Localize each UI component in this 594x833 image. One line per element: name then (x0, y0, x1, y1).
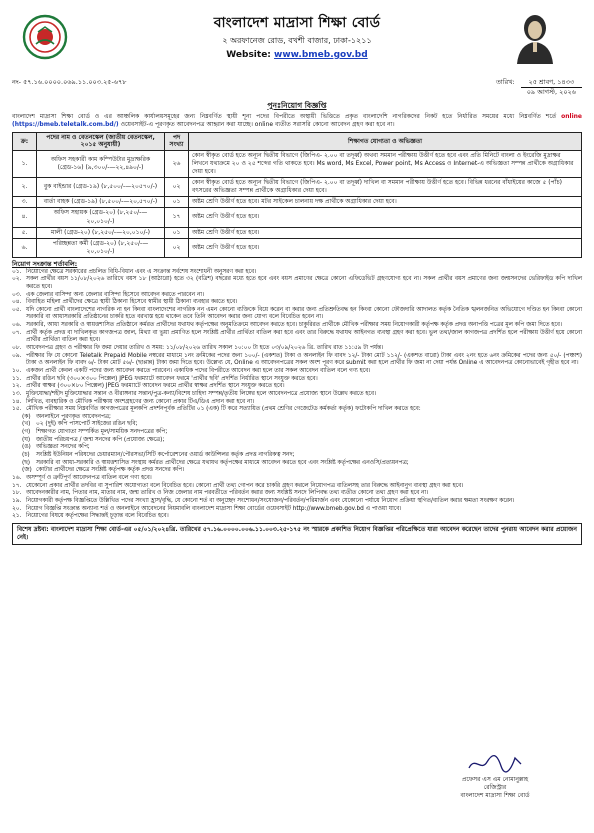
condition-number: (ঘ) (22, 436, 31, 443)
condition-text: ০২ (দুই) কপি পাসপোর্ট সাইজের রঙিন ছবি; (36, 421, 138, 428)
condition-text: কোটার প্রার্থীদের ক্ষেত্রে সংশ্লিষ্ট কর্তৃপক্ষ কর্তৃক প্রদত্ত সনদের কপি। (36, 467, 185, 474)
table-row (13, 197, 582, 208)
condition-text: এক জেলার বাসিন্দা অন্য জেলার বাসিন্দা হিসেবে আবেদন করতে পারবেন না। (26, 291, 205, 298)
signatory-name: প্রফেসর এস এম নোমানুল্লাহ (461, 776, 529, 783)
condition-item (12, 353, 582, 368)
cell-count: ০১ (165, 197, 189, 208)
cell-count: ২৬ (165, 150, 189, 177)
conditions-title: নিয়োগ সংক্রান্ত শর্তাবলি: (12, 259, 78, 268)
website-label: Website: (226, 49, 271, 60)
condition-subitem (12, 421, 582, 429)
condition-text: নিয়োগের বিষয়ে কর্তৃপক্ষের সিদ্ধান্তই চূড়ান্ত বলে বিবেচিত হবে। (26, 513, 169, 520)
condition-text: নিয়োগকারী কর্তৃপক্ষ বিজ্ঞপ্তিতে উল্লিখিত পদের সংখ্যা হ্রাস/বৃদ্ধি, যে কোনো শর্ত বা অনুচ্ছেদ সংশোধন/সংযোজন/পরিবর্তন/পরিমার্জন এবং যেকোনো পর্যায়ে নিয়োগ প্রক্রিয়া স্থগিত/বাতিল করার ক্ষমতা সংরক্ষণ করেন। (26, 497, 515, 504)
condition-item (12, 391, 582, 399)
cell-post: বার্তা বাহক (গ্রেড-১৯) (৮,৫০০/-—২০,৫৭০/-) (37, 197, 165, 208)
condition-subitem (12, 467, 582, 475)
condition-number: (ছ) (22, 459, 31, 466)
intro-online-keyword: online (561, 112, 582, 120)
cell-qualification: কোন স্বীকৃত বোর্ড হতে অন্যূন দ্বিতীয় বিভাগে (জিপিএ- ২.০০ বা তদূর্ধ্ব) দাখিল বা সমমান পরীক্ষায় উত্তীর্ণ হতে হবে। বিভিন্ন ধরনের বাঁধাইয়ের কাজে ৫ (পাঁচ) বৎসরের অভিজ্ঞতা সম্পন্ন প্রার্থীকে অগ্রাধিকার দেয়া হবে। (189, 178, 582, 197)
condition-text: নিয়োগ বিজ্ঞপ্তি সংক্রান্ত অন্যান্য শর্ত ও অনলাইনে আবেদনের নিয়মাবলি বাংলাদেশ মাদ্রাসা শিক্ষা বোর্ডের ওয়েবসাইট http://www.bmeb.gov.bd এ পাওয়া যাবে। (26, 505, 402, 512)
column-header-count: পদ সংখ্যা (165, 132, 189, 150)
table-row (13, 208, 582, 227)
memo-number: নং- ৫৭.১৬.০০০০.০৬৯.১১.০০৩.২৫-৬৭৮ (12, 78, 127, 86)
condition-item (12, 276, 582, 291)
condition-item (12, 498, 582, 506)
condition-number: ০৪. (12, 299, 22, 306)
condition-number: ১৩. (12, 390, 22, 397)
signatory-title: রেজিস্ট্রার (483, 784, 507, 792)
condition-item (12, 330, 582, 345)
condition-subitem (12, 444, 582, 452)
cell-serial: ৫. (13, 227, 37, 238)
cell-serial: ১. (13, 150, 37, 177)
letterhead (12, 6, 582, 76)
memo-date (496, 78, 582, 97)
condition-number: ১৮. (12, 490, 22, 497)
condition-number: ০৬. (12, 322, 22, 329)
condition-number: (গ) (22, 429, 31, 436)
condition-text: যদি কোনো প্রার্থী বাংলাদেশের নাগরিক না হন কিংবা বাংলাদেশের নাগরিক নন এমন কোনো ব্যক্তিকে বিয়ে করেন বা করার জন্য প্রতিশ্রুতিবদ্ধ হন কিংবা কোনো ফৌজদারি আদালত কর্তৃক নৈতিক স্খলনজনিত অভিযোগে দণ্ডিত হন কিংবা কোনো সরকারি বা আধাসরকারি প্রতিষ্ঠানের চাকরি হতে বরখাস্ত হয়ে থাকেন তবে তিনি আবেদন করার জন্য যোগ্য বলে বিবেচিত হবেন না। (26, 306, 582, 321)
condition-subitem (12, 452, 582, 460)
condition-text: প্রার্থী কর্তৃক প্রদত্ত বা দাখিলকৃত কাগজপত্র জাল, মিথ্যা বা ভুয়া প্রমাণিত হলে সংশ্লিষ্ট প্রার্থীর প্রার্থিতা বাতিল করা হবে এবং তার বিরুদ্ধে যথাযথ আইনগত ব্যবস্থা গ্রহণ করা হবে। ভুল তথ্য/জাল কাগজপত্র প্রদর্শিত হলে পরীক্ষায় উত্তীর্ণ হয়ে কোনো প্রার্থীর প্রার্থিতা বাতিল করা হবে। (26, 329, 582, 344)
organization-website (12, 49, 582, 61)
date-bangla: ২৫ শ্রাবণ, ১৪৩৩ (521, 78, 582, 88)
condition-text: সকল প্রার্থীর বয়স ১১/০৮/২০২৬ তারিখে বয়স ১৮ (আঠারো) হতে ৩২ (বত্রিশ) বছরের মধ্যে হতে হবে এবং বয়স প্রমাণের ক্ষেত্রে কোনো এফিডেভিট গ্রহণযোগ্য হবে না। সকল প্রার্থীর বয়স প্রমাণের জন্য জন্মসনদের ভেরিফাইড কপি দাখিল করতে হবে। (26, 276, 582, 290)
condition-number: ০৯. (12, 352, 22, 359)
cell-post: মালী (গ্রেড-২০) (৮,২৫০/-—২০,০১০/-) (37, 227, 165, 238)
cell-count: ০১ (165, 227, 189, 238)
condition-number: ১৫. (12, 406, 22, 413)
organization-address: ২ অরফানেজ রোড, বখশী বাজার, ঢাকা-১২১১ (222, 35, 372, 45)
table-row (13, 227, 582, 238)
cell-qualification: অষ্টম শ্রেণি উত্তীর্ণ হতে হবে। (189, 208, 582, 227)
condition-number: ০২. (12, 276, 22, 283)
condition-text: অসম্পূর্ণ ও ত্রুটিপূর্ণ আবেদনপত্র বাতিল বলে গণ্য হবে। (26, 474, 152, 481)
condition-text: মৌখিক পরীক্ষার সময় নিম্নবর্ণিত কাগজপত্রের মূলকপি প্রদর্শনপূর্বক প্রতিটির ০১ (এক) টি করে সত্যায়িত (প্রথম শ্রেণির গেজেটেড কর্মকর্তা কর্তৃক) ফটোকপি দাখিল করতে হবে: (26, 406, 421, 413)
notice-title: পুনঃনিয়োগ বিজ্ঞপ্তি (267, 100, 327, 110)
organization-name: বাংলাদেশ মাদ্রাসা শিক্ষা বোর্ড (213, 15, 381, 31)
condition-subitem (12, 429, 582, 437)
portrait-emblem-icon (514, 8, 556, 64)
table-header-row (13, 132, 582, 150)
condition-number: ০১. (12, 268, 22, 275)
cell-qualification: কোন স্বীকৃত বোর্ড হতে অন্যূন দ্বিতীয় বিভাগে (জিপিএ- ২.০০ বা তদূর্ধ্ব) অথবা সমমান পরীক্ষায় উত্তীর্ণ হতে হবে এবং প্রতি মিনিটে বাংলা ও ইংরেজি মুদ্রাক্ষর লিখনে যথাক্রমে ২০ ও ২৫ শব্দের গতি থাকতে হবে। Ms word, Ms Excel, Power point, Ms Access ও Internet-এ অভিজ্ঞতা সম্পন্ন প্রার্থীকে অগ্রাধিকার দেয়া হবে। (189, 150, 582, 177)
condition-number: ১০. (12, 367, 22, 374)
cell-post: অফিস সহকারী কাম কম্পিউটার মুদ্রাক্ষরিক (গ্রেড-১৬) (৯,৩০০/-—২২,৪৯০/-) (37, 150, 165, 177)
condition-item (12, 368, 582, 376)
date-label: তারিখ: (496, 78, 515, 86)
intro-text-continued: ওয়েবসাইট-এ পূরণকৃত আবেদনপত্র আহ্বান করা যাচ্ছে। online ব্যতীত সরাসরি কোনো আবেদন গ্রহণ করা হবে না। (120, 120, 395, 128)
condition-text: লিখিত, ব্যবহারিক ও মৌখিক পরীক্ষায় অংশগ্রহণের জন্য কোনো প্রকার টিএ/ডিএ প্রদান করা হবে না। (26, 398, 255, 405)
condition-number: (ক) (22, 413, 31, 420)
condition-text: বিবাহিত মহিলা প্রার্থীদের ক্ষেত্রে স্থায়ী ঠিকানা হিসেবে স্বামীর স্থায়ী ঠিকানা ব্যবহার করতে হবে। (26, 299, 238, 306)
condition-number: ১২. (12, 383, 22, 390)
notice-intro (12, 113, 582, 129)
date-english: ০৯ আগস্ট, ২০২৬ (526, 87, 576, 96)
condition-number: ১১. (12, 375, 22, 382)
condition-text: প্রার্থীর স্বাক্ষর (৩০০×৮০ পিক্সেল) JPEG ফরম্যাটে আবেদন ফরমে প্রার্থীর স্বাক্ষর প্রদর্শিত স্থানে সংযুক্ত করতে হবে। (26, 383, 285, 390)
cell-qualification: অষ্টম শ্রেণি উত্তীর্ণ হতে হবে। (189, 238, 582, 257)
intro-text: বাংলাদেশ মাদ্রাসা শিক্ষা বোর্ড ও এর আঞ্চলিক কার্যালয়সমূহের জন্য নিম্নবর্ণিত স্থায়ী শূন্য পদের বিপরীতে অস্থায়ী ভিত্তিতে প্রকৃত বাংলাদেশি নাগরিকদের নিকট হতে নির্ধারিত সময়ের মধ্যে নিম্নবর্ণিত শর্তে (12, 112, 557, 120)
condition-text: অনলাইনে পূরণকৃত আবেদনপত্র; (36, 413, 111, 420)
column-header-serial: ক্র: (13, 132, 37, 150)
condition-number: ০৭. (12, 329, 22, 336)
condition-number: ১৬. (12, 474, 22, 481)
condition-text: অভিজ্ঞতা সনদের কপি; (36, 444, 90, 451)
condition-text: সরকারি বা আধা-সরকারি ও স্বায়ত্তশাসিত সংস্থায় কর্মরত প্রার্থীদের ক্ষেত্রে যথাযথ কর্তৃপক্ষের মাধ্যমে আবেদন করতে হবে এবং সংশ্লিষ্ট কর্তৃপক্ষের এনওসি/প্রত্যয়নপত্র; (36, 459, 409, 466)
cell-serial: ৬. (13, 238, 37, 257)
condition-text: মুক্তিযোদ্ধা/শহীদ মুক্তিযোদ্ধার সন্তান ও বীরাঙ্গনার সন্তান/পুত্র-কন্যা/বিশেষ চাহিদা সম্পন্ন/তৃতীয় লিঙ্গের হলে আবেদনপত্রে প্রযোজ্য স্থানে উল্লেখ করতে হবে। (26, 390, 376, 397)
condition-number: (খ) (22, 421, 31, 428)
cell-post: বুক বাইন্ডার (গ্রেড-১৯) (৮,৫০০/-—২০৫৭০/-) (37, 178, 165, 197)
application-portal-link[interactable]: (https://bmeb.teletalk.com.bd/) (12, 120, 119, 128)
condition-item (12, 406, 582, 414)
condition-text: পরীক্ষার ফি যে কোনো Teletalk Prepaid Mobile নম্বরের মাধ্যমে ১নং ক্রমিকের পদের জন্য ১০০/- (একশত) টাকা ও অনলাইন ফি বাবদ ১২/- টাকা মোট ১১২/- (একশত বারো) টাকা এবং ২নং হতে ৬নং ক্রমিকের পদের জন্য ৫০/- (পঞ্চাশ) টাকা ও অনলাইন ফি বাবদ ৬/- টাকা মোট ৫৬/- (ছাপ্পান্ন) টাকা জমা দিতে হবে। উল্লেখ্য যে, Online এ আবেদনপত্রের সকল অংশ পূরণ করে submit করা হলে প্রার্থীর ফি জমা না দেয়া পর্যন্ত Online এ আবেদনপত্র কোনোভাবেই গৃহীত হবে না। (26, 352, 582, 367)
signatory-organization: বাংলাদেশ মাদ্রাসা শিক্ষা বোর্ড (460, 792, 530, 800)
table-row (13, 238, 582, 257)
condition-number: ২১. (12, 513, 22, 520)
cell-post: পরিচ্ছন্নতা কর্মী (গ্রেড-২০) (৮,২৫০/-—২০,০১০/-) (37, 238, 165, 257)
condition-subitem (12, 437, 582, 445)
condition-item (12, 475, 582, 483)
condition-item (12, 506, 582, 514)
cell-qualification: অষ্টম শ্রেণি উত্তীর্ণ হতে হবে। মটর সাইকেল চালনায় দক্ষ প্রার্থীকে অগ্রাধিকার দেয়া হবে। (189, 197, 582, 208)
condition-item (12, 383, 582, 391)
condition-number: ০৫. (12, 306, 22, 313)
condition-number: ২০. (12, 505, 22, 512)
condition-number: ০৩. (12, 291, 22, 298)
cell-serial: ৪. (13, 208, 37, 227)
condition-item (12, 345, 582, 353)
condition-item (12, 322, 582, 330)
condition-text: আবেদনকারীর নাম, পিতার নাম, মাতার নাম, জন্ম তারিখ ও নিজ জেলার নাম পরবর্তীতে পরিবর্তন করার জন্য সংশ্লিষ্ট সনদে লিপিবদ্ধ তথ্য ব্যতীত কোনো তথ্য গ্রহণ করা হবে না। (26, 490, 429, 497)
cell-serial: ২. (13, 178, 37, 197)
cell-count: ০২ (165, 238, 189, 257)
condition-number: (জ) (22, 467, 32, 474)
signature-block (420, 752, 570, 800)
condition-text: আবেদনপত্র গ্রহণ ও পরীক্ষার ফি জমা দেয়ার তারিখ ও সময়: ১১/০৮/২০২৬ তারিখ সকাল ১০:০০ টা হতে ০৩/০৯/২০২৬ খ্রি. তারিখ রাত ১১:৫৯ টা পর্যন্ত। (26, 345, 384, 352)
condition-text: শিক্ষাগত যোগ্যতা সম্পর্কিত মূল/সাময়িক সনদপত্রের কপি; (36, 429, 168, 436)
posts-table (12, 132, 582, 258)
conditions-list (12, 269, 582, 521)
column-header-post: পদের নাম ও বেতনস্কেল (জাতীয় বেতনস্কেল, ২০১৫ অনুযায়ী) (37, 132, 165, 150)
condition-text: সরকারি, আধা সরকারি ও স্বায়ত্তশাসিত প্রতিষ্ঠানে কর্মরত প্রার্থীদের যথাযথ কর্তৃপক্ষের অনুমতিক্রমে আবেদন করতে হবে। চাকুরিরত প্রার্থীকে মৌখিক পরীক্ষার সময় নিয়োগকারী কর্তৃপক্ষ কর্তৃক প্রদত্ত অনাপত্তি পত্রের মূল কপি জমা দিতে হবে। (26, 322, 562, 329)
condition-item (12, 513, 582, 521)
memo-row (12, 78, 582, 97)
table-row (13, 150, 582, 177)
column-header-qualification: শিক্ষাগত যোগ্যতা ও অভিজ্ঞতা (189, 132, 582, 150)
cell-post: অফিস সহায়ক (গ্রেড-২০) (৮,২৫০/-—২০,০১০/-) (37, 208, 165, 227)
condition-number: ০৮. (12, 345, 22, 352)
condition-text: সংশ্লিষ্ট ইউনিয়ন পরিষদের চেয়ারম্যান/পৌরসভা/সিটি কর্পোরেশনের ওয়ার্ড কাউন্সিলর কর্তৃক প্রদত্ত নাগরিকত্ব সনদ; (36, 452, 295, 459)
website-link[interactable]: www.bmeb.gov.bd (274, 49, 368, 60)
condition-text: প্রার্থীর রঙিন ছবি (৩০০×৩০০ পিক্সেল) JPEG ফরম্যাটে আবেদন ফরমে 'প্রার্থীর ছবি' প্রদর্শিত নির্ধারিত স্থানে সংযুক্ত করতে হবে। (26, 375, 318, 382)
condition-number: ১৪. (12, 398, 22, 405)
cell-qualification: অষ্টম শ্রেণি উত্তীর্ণ হতে হবে। (189, 227, 582, 238)
condition-number: ১৯. (12, 497, 22, 504)
cell-count: ০২ (165, 178, 189, 197)
condition-number: ১৭. (12, 482, 22, 489)
condition-item (12, 299, 582, 307)
condition-number: (ঙ) (22, 444, 31, 451)
condition-text: একজন প্রার্থী কেবল একটি পদের জন্য আবেদন করতে পারবেন। একাধিক পদের বিপরীতে আবেদন করা হলে তার সকল আবেদন বাতিল বলে গণ্য হবে। (26, 367, 371, 374)
signature-scribble-icon (465, 752, 525, 774)
table-row (13, 178, 582, 197)
condition-item (12, 307, 582, 322)
cell-serial: ৩. (13, 197, 37, 208)
condition-text: নিয়োগের ক্ষেত্রে সরকারের প্রচলিত বিধি-বিধান এবং এ সংক্রান্ত সর্বশেষ সংশোধনী অনুসরণ করা হবে। (26, 268, 257, 275)
special-note: বিশেষ দ্রষ্টব্য: বাংলাদেশ মাদ্রাসা শিক্ষা বোর্ড-এর ০৫/০১/২০২৪খ্রি. তারিখের ৫৭.১৬.০০০০.০০৬.১১.০০৩.২৫-১৭৫ নং স্মারকে প্রকাশিত নিয়োগ বিজ্ঞপ্তির পরিপ্রেক্ষিতে যারা আবেদন করেছেন তাদের পুনরায় আবেদন করার প্রয়োজন নেই। (12, 523, 582, 545)
condition-text: যেকোনো প্রকার প্রার্থীর তদবির বা সুপারিশ অযোগ্যতা বলে বিবেচিত হবে। কোনো প্রার্থী তথ্য গোপন করে চাকরি গ্রহণ করলে নিয়োগপত্র বাতিলসহ তার বিরুদ্ধে আইনানুগ ব্যবস্থা গ্রহণ করা হবে। (26, 482, 464, 489)
condition-text: জাতীয় পরিচয়পত্র / জন্ম সনদের কপি (প্রযোজ্য ক্ষেত্রে); (36, 436, 165, 443)
board-logo-icon (22, 14, 68, 60)
condition-item (12, 490, 582, 498)
cell-count: ১৭ (165, 208, 189, 227)
condition-number: (চ) (22, 452, 30, 459)
